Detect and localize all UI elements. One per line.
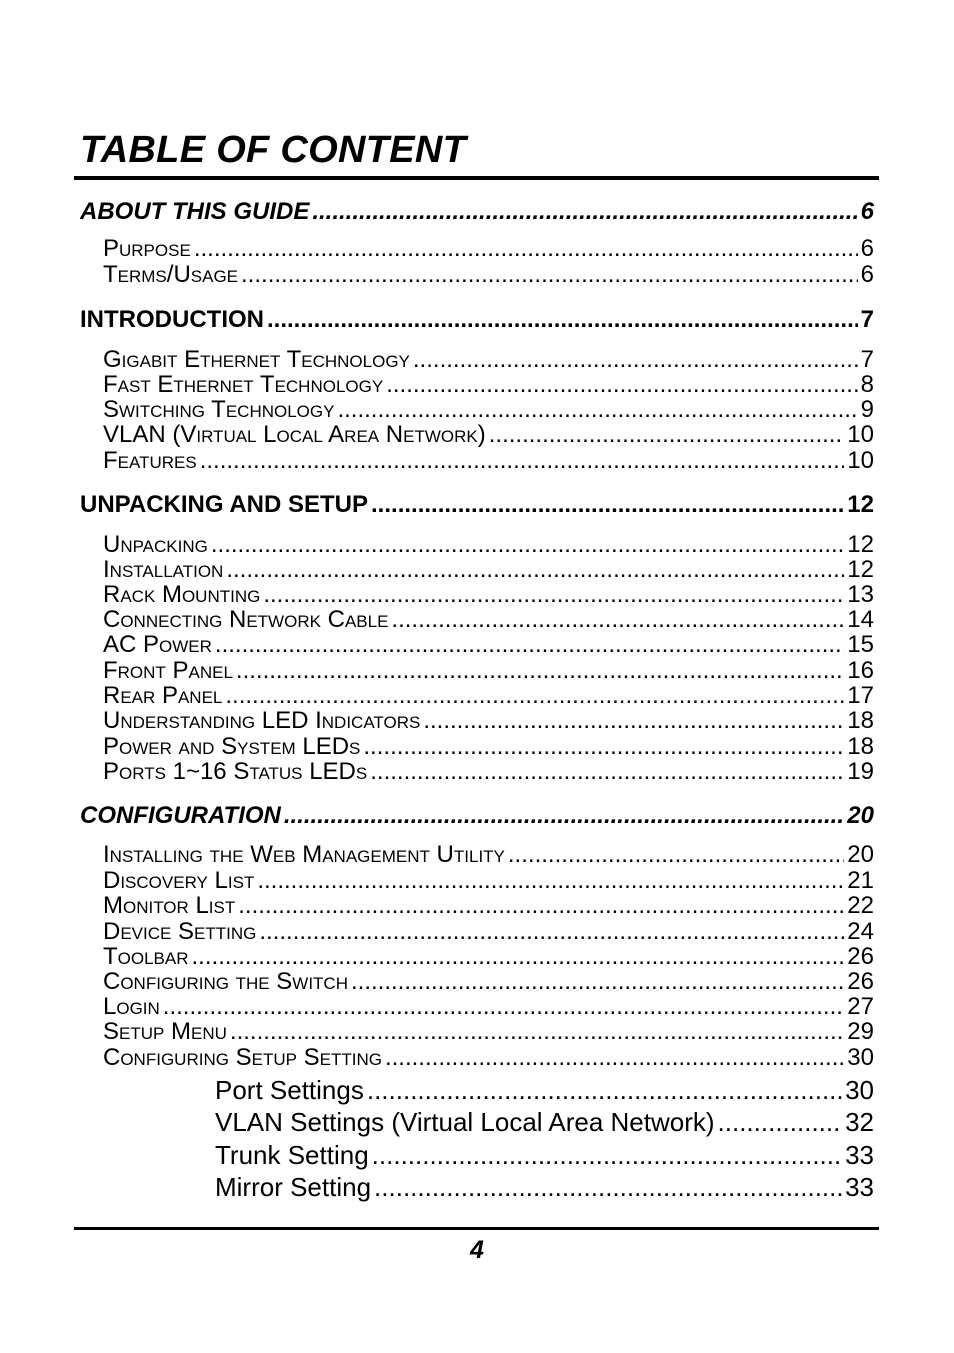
toc-entry-label: Front Panel [103, 658, 233, 684]
toc-entry-page-number: 21 [847, 868, 874, 894]
toc-entry-label: Mirror Setting [215, 1172, 372, 1202]
toc-entry-label: Gigabit Ethernet Technology [103, 347, 410, 373]
toc-entry-level-2[interactable] [103, 868, 874, 894]
toc-entry-page-number: 6 [860, 198, 874, 225]
toc-dot-leader [241, 262, 858, 288]
toc-entry-label: UNPACKING AND SETUP [80, 491, 369, 518]
toc-entry-page-number: 14 [847, 607, 874, 633]
toc-entry-level-1[interactable] [80, 197, 874, 227]
toc-entry-page-number: 9 [860, 397, 874, 423]
toc-entry-label: Fast Ethernet Technology [103, 372, 384, 398]
toc-entry-label: Unpacking [103, 532, 208, 558]
toc-entry-page-number: 10 [847, 422, 874, 448]
toc-entry-label: Rear Panel [103, 683, 223, 709]
toc-entry-level-3[interactable] [215, 1171, 874, 1203]
toc-entry-level-2[interactable] [103, 1019, 874, 1045]
toc-dot-leader [267, 305, 858, 335]
toc-entry-page-number: 27 [847, 994, 874, 1020]
toc-entry-label: Toolbar [103, 944, 189, 970]
toc-entry-page-number: 30 [847, 1045, 874, 1071]
toc-dot-leader [259, 919, 844, 945]
bottom-rule [74, 1227, 879, 1230]
toc-entry-level-2[interactable] [103, 759, 874, 785]
toc-entry-label: Understanding LED Indicators [103, 708, 421, 734]
toc-entry-page-number: 18 [847, 708, 874, 734]
toc-dot-leader [211, 532, 844, 558]
toc-entry-page-number: 12 [847, 532, 874, 558]
toc-entry-page-number: 7 [860, 347, 874, 373]
toc-entry-level-2[interactable] [103, 734, 874, 760]
toc-dot-leader [284, 801, 844, 831]
toc-entry-level-2[interactable] [103, 658, 874, 684]
toc-entry-level-2[interactable] [103, 532, 874, 558]
toc-entry-label: Features [103, 448, 197, 474]
toc-entry-label: Switching Technology [103, 397, 335, 423]
toc-entry-label: ABOUT THIS GUIDE [80, 198, 310, 225]
toc-entry-level-3[interactable] [215, 1139, 874, 1171]
toc-entry-label: Discovery List [103, 868, 255, 894]
toc-entry-level-2[interactable] [103, 893, 874, 919]
toc-entry-page-number: 13 [847, 582, 874, 608]
toc-dot-leader [413, 347, 858, 373]
toc-entry-level-2[interactable] [103, 607, 874, 633]
toc-entry-level-2[interactable] [103, 1045, 874, 1071]
toc-entry-page-number: 12 [847, 557, 874, 583]
top-rule [74, 176, 879, 180]
toc-dot-leader [391, 607, 844, 633]
toc-dot-leader [215, 632, 844, 658]
toc-entry-label: Power and System LEDs [103, 734, 361, 760]
toc-dot-leader [225, 683, 844, 709]
toc-entry-page-number: 6 [860, 236, 874, 262]
toc-dot-leader [192, 944, 845, 970]
toc-entry-label: Setup Menu [103, 1019, 227, 1045]
toc-dot-leader [508, 842, 844, 868]
page-number: 4 [470, 1236, 484, 1264]
toc-entry-level-2[interactable] [103, 557, 874, 583]
toc-entry-label: INTRODUCTION [80, 306, 264, 333]
toc-dot-leader [371, 490, 844, 520]
toc-dot-leader [312, 197, 857, 227]
toc-entry-label: Connecting Network Cable [103, 607, 389, 633]
toc-entry-page-number: 19 [847, 759, 874, 785]
toc-entry-label: CONFIGURATION [80, 802, 281, 829]
toc-entry-label: Installation [103, 557, 224, 583]
toc-entry-label: Ports 1~16 Status LEDs [103, 759, 368, 785]
toc-entry-page-number: 30 [845, 1075, 874, 1105]
toc-entry-level-2[interactable] [103, 372, 874, 398]
toc-entry-level-2[interactable] [103, 262, 874, 288]
toc-entry-page-number: 22 [847, 893, 874, 919]
toc-entry-label: Trunk Setting [215, 1140, 369, 1170]
toc-entry-level-2[interactable] [103, 347, 874, 373]
toc-dot-leader [351, 969, 844, 995]
toc-dot-leader [337, 397, 857, 423]
toc-entry-page-number: 24 [847, 919, 874, 945]
toc-entry-label: Terms/Usage [103, 262, 239, 288]
toc-entry-label: Port Settings [215, 1075, 364, 1105]
toc-entry-label: Configuring the Switch [103, 969, 348, 995]
toc-dot-leader [372, 1139, 842, 1171]
toc-entry-level-3[interactable] [215, 1106, 874, 1138]
toc-dot-leader [236, 658, 844, 684]
toc-entry-page-number: 20 [847, 802, 874, 829]
toc-dot-leader [385, 1045, 844, 1071]
toc-entry-page-number: 10 [847, 448, 874, 474]
toc-entry-page-number: 26 [847, 969, 874, 995]
toc-entry-page-number: 26 [847, 944, 874, 970]
toc-entry-level-2[interactable] [103, 919, 874, 945]
toc-dot-leader [718, 1106, 843, 1138]
toc-entry-label: VLAN (Virtual Local Area Network) [103, 422, 486, 448]
toc-entry-label: Configuring Setup Setting [103, 1045, 382, 1071]
toc-dot-leader [163, 994, 845, 1020]
toc-entry-page-number: 20 [847, 842, 874, 868]
document-title: TABLE OF CONTENT [80, 129, 467, 171]
toc-dot-leader [370, 759, 844, 785]
toc-entry-page-number: 33 [845, 1172, 874, 1202]
toc-entry-page-number: 16 [847, 658, 874, 684]
toc-dot-leader [363, 734, 844, 760]
toc-entry-label: Purpose [103, 236, 191, 262]
toc-dot-leader [194, 236, 858, 262]
toc-dot-leader [386, 372, 857, 398]
toc-dot-leader [489, 422, 845, 448]
toc-entry-level-2[interactable] [103, 448, 874, 474]
toc-entry-level-2[interactable] [103, 969, 874, 995]
toc-entry-level-2[interactable] [103, 842, 874, 868]
toc-dot-leader [374, 1171, 842, 1203]
toc-entry-page-number: 12 [847, 491, 874, 518]
toc-dot-leader [263, 582, 844, 608]
toc-dot-leader [200, 448, 845, 474]
toc-entry-level-2[interactable] [103, 994, 874, 1020]
toc-entry-level-2[interactable] [103, 582, 874, 608]
toc-dot-leader [367, 1074, 842, 1106]
toc-entry-page-number: 29 [847, 1019, 874, 1045]
toc-entry-page-number: 15 [847, 632, 874, 658]
toc-entry-page-number: 32 [845, 1107, 874, 1137]
toc-entry-level-1[interactable] [80, 305, 874, 335]
toc-entry-level-2[interactable] [103, 944, 874, 970]
toc-entry-label: Installing the Web Management Utility [103, 842, 505, 868]
toc-entry-page-number: 33 [845, 1140, 874, 1170]
toc-entry-page-number: 7 [860, 306, 874, 333]
toc-entry-level-2[interactable] [103, 397, 874, 423]
toc-entry-level-2[interactable] [103, 422, 874, 448]
toc-entry-label: AC Power [103, 632, 212, 658]
toc-entry-page-number: 6 [860, 262, 874, 288]
toc-entry-label: Monitor List [103, 893, 236, 919]
toc-entry-label: Device Setting [103, 919, 257, 945]
toc-entry-page-number: 18 [847, 734, 874, 760]
toc-entry-level-2[interactable] [103, 632, 874, 658]
toc-entry-level-2[interactable] [103, 683, 874, 709]
toc-entry-label: VLAN Settings (Virtual Local Area Network) [215, 1107, 715, 1137]
toc-entry-level-3[interactable] [215, 1074, 874, 1106]
toc-dot-leader [230, 1019, 844, 1045]
toc-entry-level-2[interactable] [103, 708, 874, 734]
toc-entry-page-number: 8 [860, 372, 874, 398]
toc-entry-page-number: 17 [847, 683, 874, 709]
toc-dot-leader [238, 893, 844, 919]
toc-dot-leader [257, 868, 844, 894]
toc-entry-label: Rack Mounting [103, 582, 261, 608]
toc-entry-label: Login [103, 994, 160, 1020]
toc-entry-level-2[interactable] [103, 236, 874, 262]
toc-dot-leader [226, 557, 844, 583]
toc-dot-leader [423, 708, 844, 734]
toc-entry-level-1[interactable] [80, 490, 874, 520]
toc-entry-level-1[interactable] [80, 801, 874, 831]
